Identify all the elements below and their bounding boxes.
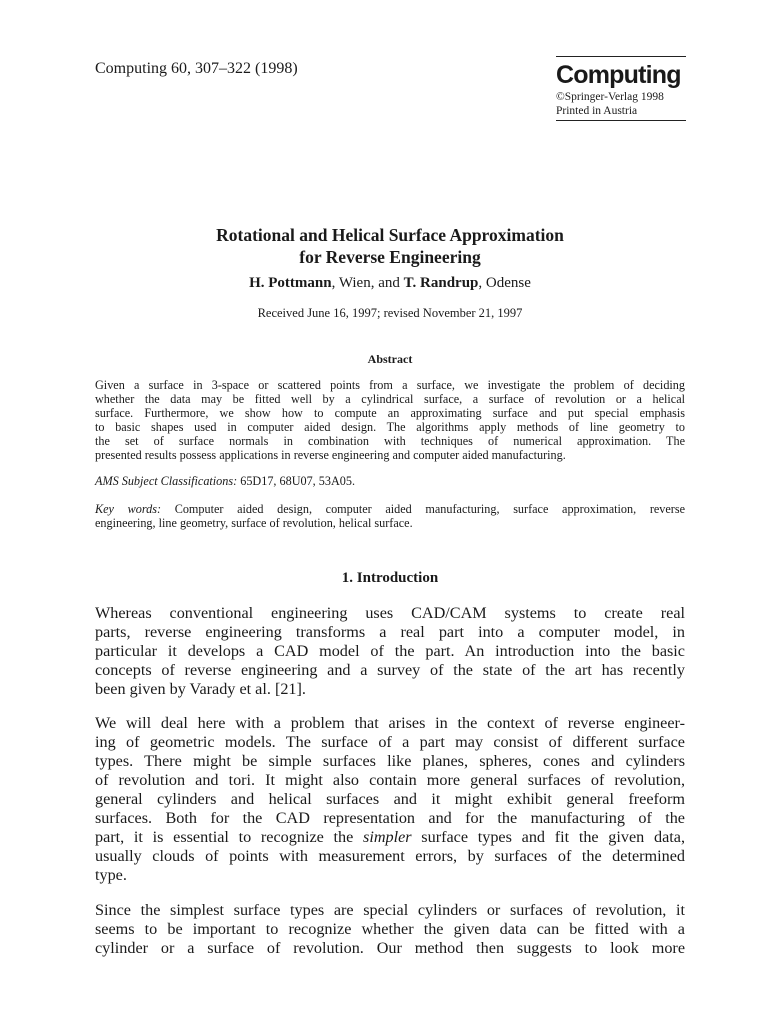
author-2: T. Randrup xyxy=(403,275,479,291)
body-line: cylinder or a surface of revolution. Our method then suggests to look more xyxy=(95,939,685,957)
author-1-location: , Wien, and xyxy=(331,275,404,291)
keywords-line xyxy=(95,502,685,516)
author-2-location: , Odense xyxy=(478,275,531,291)
abstract-line: surface. Furthermore, we show how to compute an approximating surface and put special emphasis xyxy=(95,406,685,420)
body-line: type. xyxy=(95,866,127,884)
paper-title-line-1: Rotational and Helical Surface Approximation xyxy=(216,225,564,245)
abstract-line: to basic shapes used in computer aided design. The algorithms apply methods of line geometry to xyxy=(95,420,685,434)
body-line: Since the simplest surface types are special cylinders or surfaces of revolution, it xyxy=(95,901,685,919)
ams-label: AMS Subject Classifications: xyxy=(95,474,238,488)
journal-logo: Computing xyxy=(556,61,681,89)
body-line: surfaces. Both for the CAD representation and for the manufacturing of the xyxy=(95,809,685,827)
body-line: We will deal here with a problem that arises in the context of reverse engineer- xyxy=(95,714,685,732)
paper-title-line-2: for Reverse Engineering xyxy=(299,247,481,267)
emphasized-word: simpler xyxy=(363,828,412,846)
keywords-text: Computer aided design, computer aided manufacturing, surface approximation, reverse xyxy=(161,502,686,516)
body-line: ing of geometric models. The surface of a part may consist of different surface xyxy=(95,733,685,751)
body-text: surface types and fit the given data, xyxy=(411,828,685,846)
publisher-top-rule xyxy=(556,56,686,57)
body-line: types. There might be simple surfaces like planes, spheres, cones and cylinders xyxy=(95,752,685,770)
body-line: usually clouds of points with measurement errors, by surfaces of the determined xyxy=(95,847,685,865)
publisher-block xyxy=(556,56,686,121)
journal-reference: Computing 60, 307–322 (1998) xyxy=(95,60,298,77)
author-line xyxy=(0,275,768,292)
printed-notice: Printed in Austria xyxy=(556,105,638,117)
abstract-line: presented results possess applications in reverse engineering and computer aided manufacturing. xyxy=(95,448,566,462)
body-line: parts, reverse engineering transforms a real part into a computer model, in xyxy=(95,623,685,641)
body-line: Whereas conventional engineering uses CAD/CAM systems to create real xyxy=(95,604,685,622)
ams-codes: 65D17, 68U07, 53A05. xyxy=(237,474,355,488)
body-line: been given by Varady et al. [21]. xyxy=(95,680,306,698)
abstract-heading: Abstract xyxy=(367,352,413,366)
received-dates: Received June 16, 1997; revised November 21, 1997 xyxy=(257,306,523,320)
keywords-line: engineering, line geometry, surface of revolution, helical surface. xyxy=(95,516,413,530)
abstract-line: Given a surface in 3-space or scattered points from a surface, we investigate the problem of deciding xyxy=(95,378,685,392)
publisher-bottom-rule xyxy=(556,120,686,121)
body-text: part, it is essential to recognize the xyxy=(95,828,364,846)
author-1: H. Pottmann xyxy=(249,275,332,291)
body-line: general cylinders and helical surfaces and it might exhibit general freeform xyxy=(95,790,685,808)
keywords-label: Key words: xyxy=(95,502,162,516)
body-line: particular it develops a CAD model of the part. An introduction into the basic xyxy=(95,642,685,660)
ams-classifications xyxy=(95,474,685,488)
section-heading: 1. Introduction xyxy=(341,570,439,586)
body-line xyxy=(95,828,685,847)
body-line: of revolution and tori. It might also contain more general surfaces of revolution, xyxy=(95,771,685,789)
copyright-notice: ©Springer-Verlag 1998 xyxy=(556,91,664,103)
body-line: concepts of reverse engineering and a survey of the state of the art has recently xyxy=(95,661,685,679)
abstract-line: the set of surface normals in combination with techniques of numerical approximation. The xyxy=(95,434,685,448)
body-line: seems to be important to recognize whether the given data can be fitted with a xyxy=(95,920,685,938)
abstract-line: whether the data may be fitted well by a cylindrical surface, a surface of revolution or a helical xyxy=(95,392,685,406)
